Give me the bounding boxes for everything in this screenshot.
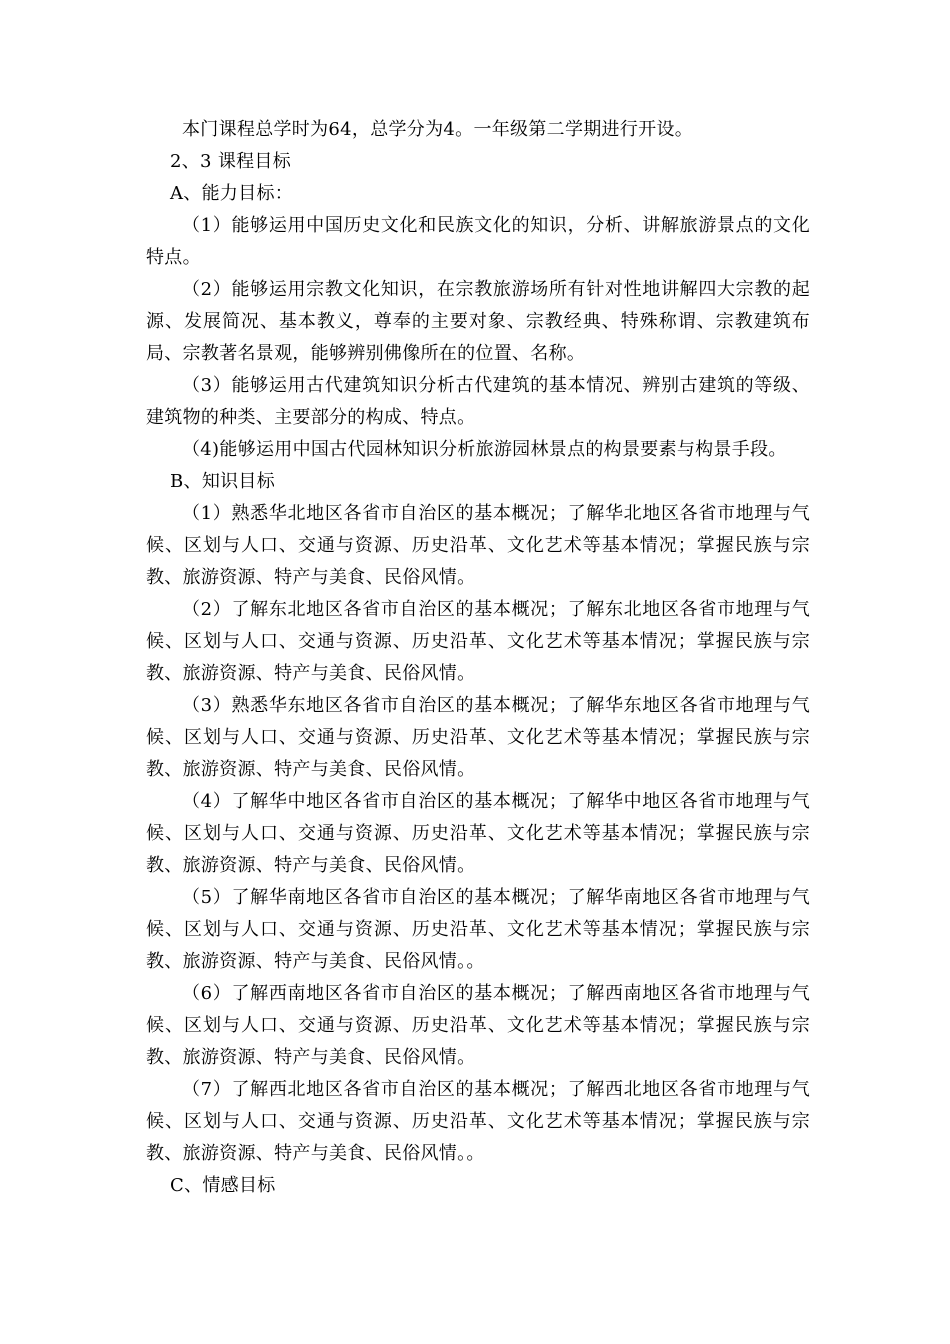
ability-goals-heading: A、能力目标： xyxy=(170,183,294,204)
knowledge-goal-item: （2）了解东北地区各省市自治区的基本概况；了解东北地区各省市地理与气候、区划与人口、交通与资源、历史沿革、文化艺术等基本情况；掌握民族与宗教、旅游资源、特产与美食、民俗风情。 xyxy=(146,599,810,684)
knowledge-goals-heading: B、知识目标 xyxy=(170,471,276,492)
section-heading-course-goals: 2、3 课程目标 xyxy=(170,151,292,172)
ability-goal-item: （3）能够运用古代建筑知识分析古代建筑的基本情况、辨别古建筑的等级、建筑物的种类、主要部分的构成、特点。 xyxy=(146,375,810,428)
knowledge-goal-item: （4）了解华中地区各省市自治区的基本概况；了解华中地区各省市地理与气候、区划与人口、交通与资源、历史沿革、文化艺术等基本情况；掌握民族与宗教、旅游资源、特产与美食、民俗风情。 xyxy=(146,791,810,876)
ability-goal-item: （4)能够运用中国古代园林知识分析旅游园林景点的构景要素与构景手段。 xyxy=(182,439,787,460)
ability-goal-item: （1）能够运用中国历史文化和民族文化的知识，分析、讲解旅游景点的文化特点。 xyxy=(146,215,810,268)
knowledge-goal-item: （5）了解华南地区各省市自治区的基本概况；了解华南地区各省市地理与气候、区划与人口、交通与资源、历史沿革、文化艺术等基本情况；掌握民族与宗教、旅游资源、特产与美食、民俗风情。。 xyxy=(146,887,810,972)
knowledge-goal-item: （7）了解西北地区各省市自治区的基本概况；了解西北地区各省市地理与气候、区划与人口、交通与资源、历史沿革、文化艺术等基本情况；掌握民族与宗教、旅游资源、特产与美食、民俗风情。。 xyxy=(146,1079,810,1164)
knowledge-goal-item: （3）熟悉华东地区各省市自治区的基本概况；了解华东地区各省市地理与气候、区划与人口、交通与资源、历史沿革、文化艺术等基本情况；掌握民族与宗教、旅游资源、特产与美食、民俗风情。 xyxy=(146,695,810,780)
course-hours-paragraph: 本门课程总学时为64，总学分为4。一年级第二学期进行开设。 xyxy=(182,119,694,140)
knowledge-goal-item: （1）熟悉华北地区各省市自治区的基本概况；了解华北地区各省市地理与气候、区划与人口、交通与资源、历史沿革、文化艺术等基本情况；掌握民族与宗教、旅游资源、特产与美食、民俗风情。 xyxy=(146,503,810,588)
knowledge-goal-item: （6）了解西南地区各省市自治区的基本概况；了解西南地区各省市地理与气候、区划与人口、交通与资源、历史沿革、文化艺术等基本情况；掌握民族与宗教、旅游资源、特产与美食、民俗风情。 xyxy=(146,983,810,1068)
ability-goal-item: （2）能够运用宗教文化知识，在宗教旅游场所有针对性地讲解四大宗教的起源、发展简况、基本教义，尊奉的主要对象、宗教经典、特殊称谓、宗教建筑布局、宗教著名景观，能够辨别佛像所在的位置、名称。 xyxy=(146,279,810,364)
emotion-goals-heading: C、情感目标 xyxy=(170,1175,276,1196)
document-body xyxy=(146,114,810,1202)
